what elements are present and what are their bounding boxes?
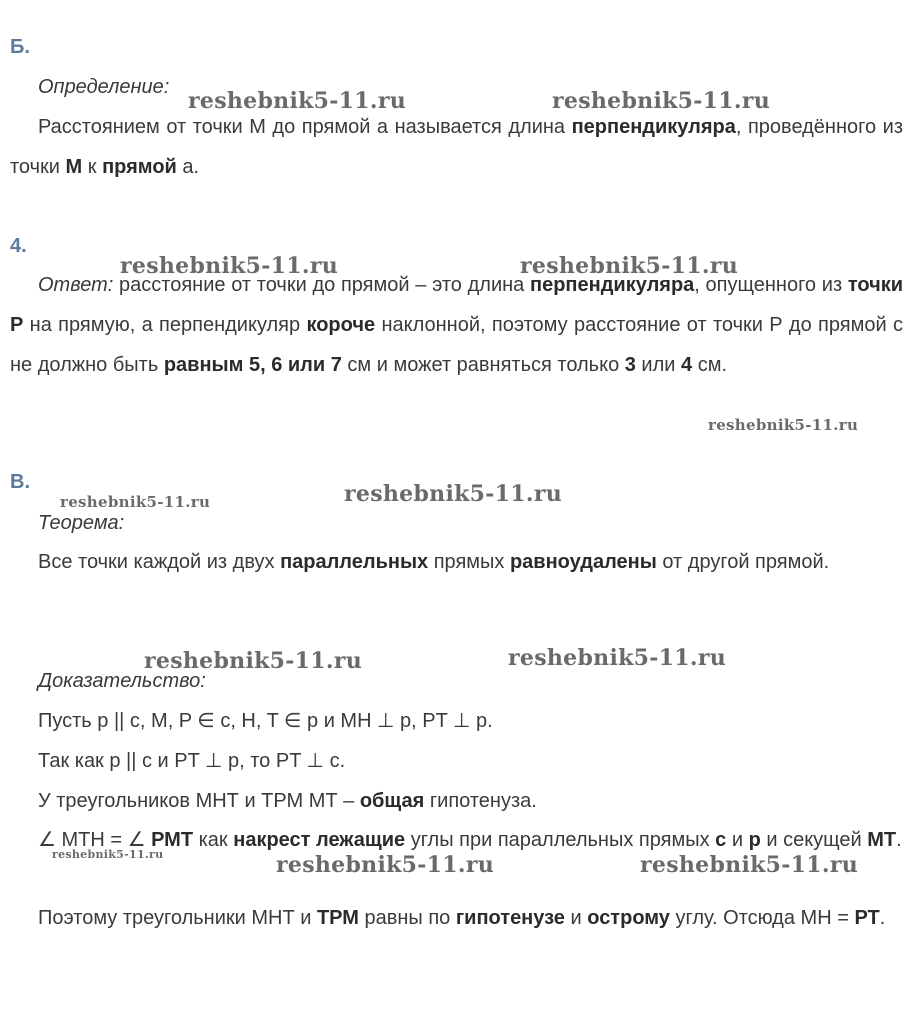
proof-paragraph-conclusion: Поэтому треугольники МНТ и ТРМ равны по гипотенузе и острому углу. Отсюда МН = РТ. xyxy=(38,907,886,929)
definition-label: Определение: xyxy=(38,76,170,98)
watermark: reshebnik5-11.ru xyxy=(508,645,727,671)
watermark: reshebnik5-11.ru xyxy=(708,416,859,434)
watermark: reshebnik5-11.ru xyxy=(120,253,339,279)
theorem-paragraph: Все точки каждой из двух параллельных прямых равноудалены от другой прямой. xyxy=(38,551,830,573)
watermark: reshebnik5-11.ru xyxy=(52,848,164,861)
theorem-label: Теорема: xyxy=(38,512,125,534)
watermark: reshebnik5-11.ru xyxy=(520,253,739,279)
watermark: reshebnik5-11.ru xyxy=(276,852,495,878)
watermark: reshebnik5-11.ru xyxy=(552,88,771,114)
watermark: reshebnik5-11.ru xyxy=(188,88,407,114)
proof-line-1: Пусть p || c, M, P ∈ c, H, T ∈ p и MH ⊥ p, PT ⊥ p. xyxy=(38,710,493,732)
proof-line-2: Так как p || c и PT ⊥ p, то PT ⊥ c. xyxy=(38,750,346,772)
watermark: reshebnik5-11.ru xyxy=(144,648,363,674)
proof-line-3: У треугольников МНТ и ТРМ МТ – общая гипотенуза. xyxy=(38,790,537,812)
section-b-heading: Б. xyxy=(10,36,30,58)
answer-paragraph: Ответ: расстояние от точки до прямой – это длина перпендикуляра, опущенного из точки Р на прямую, а перпендикуляр короче наклонной, поэтому расстояние от точки Р до прямой с не должно быть равным 5, 6 или 7 см и может равняться только 3 или 4 см. xyxy=(10,274,903,376)
section-4-heading: 4. xyxy=(10,235,27,257)
section-v-heading: В. xyxy=(10,471,30,493)
answer-label: Ответ: xyxy=(38,274,114,296)
watermark: reshebnik5-11.ru xyxy=(60,493,211,511)
watermark: reshebnik5-11.ru xyxy=(640,852,859,878)
definition-paragraph: Расстоянием от точки М до прямой а называется длина перпендикуляра, проведённого из точки М к прямой а. xyxy=(10,116,904,178)
proof-label: Доказательство: xyxy=(38,670,206,692)
proof-paragraph-angles: ∠ МТН = ∠ РМТ как накрест лежащие углы при параллельных прямых с и р и секущей МТ. xyxy=(38,829,902,851)
watermark: reshebnik5-11.ru xyxy=(344,481,563,507)
